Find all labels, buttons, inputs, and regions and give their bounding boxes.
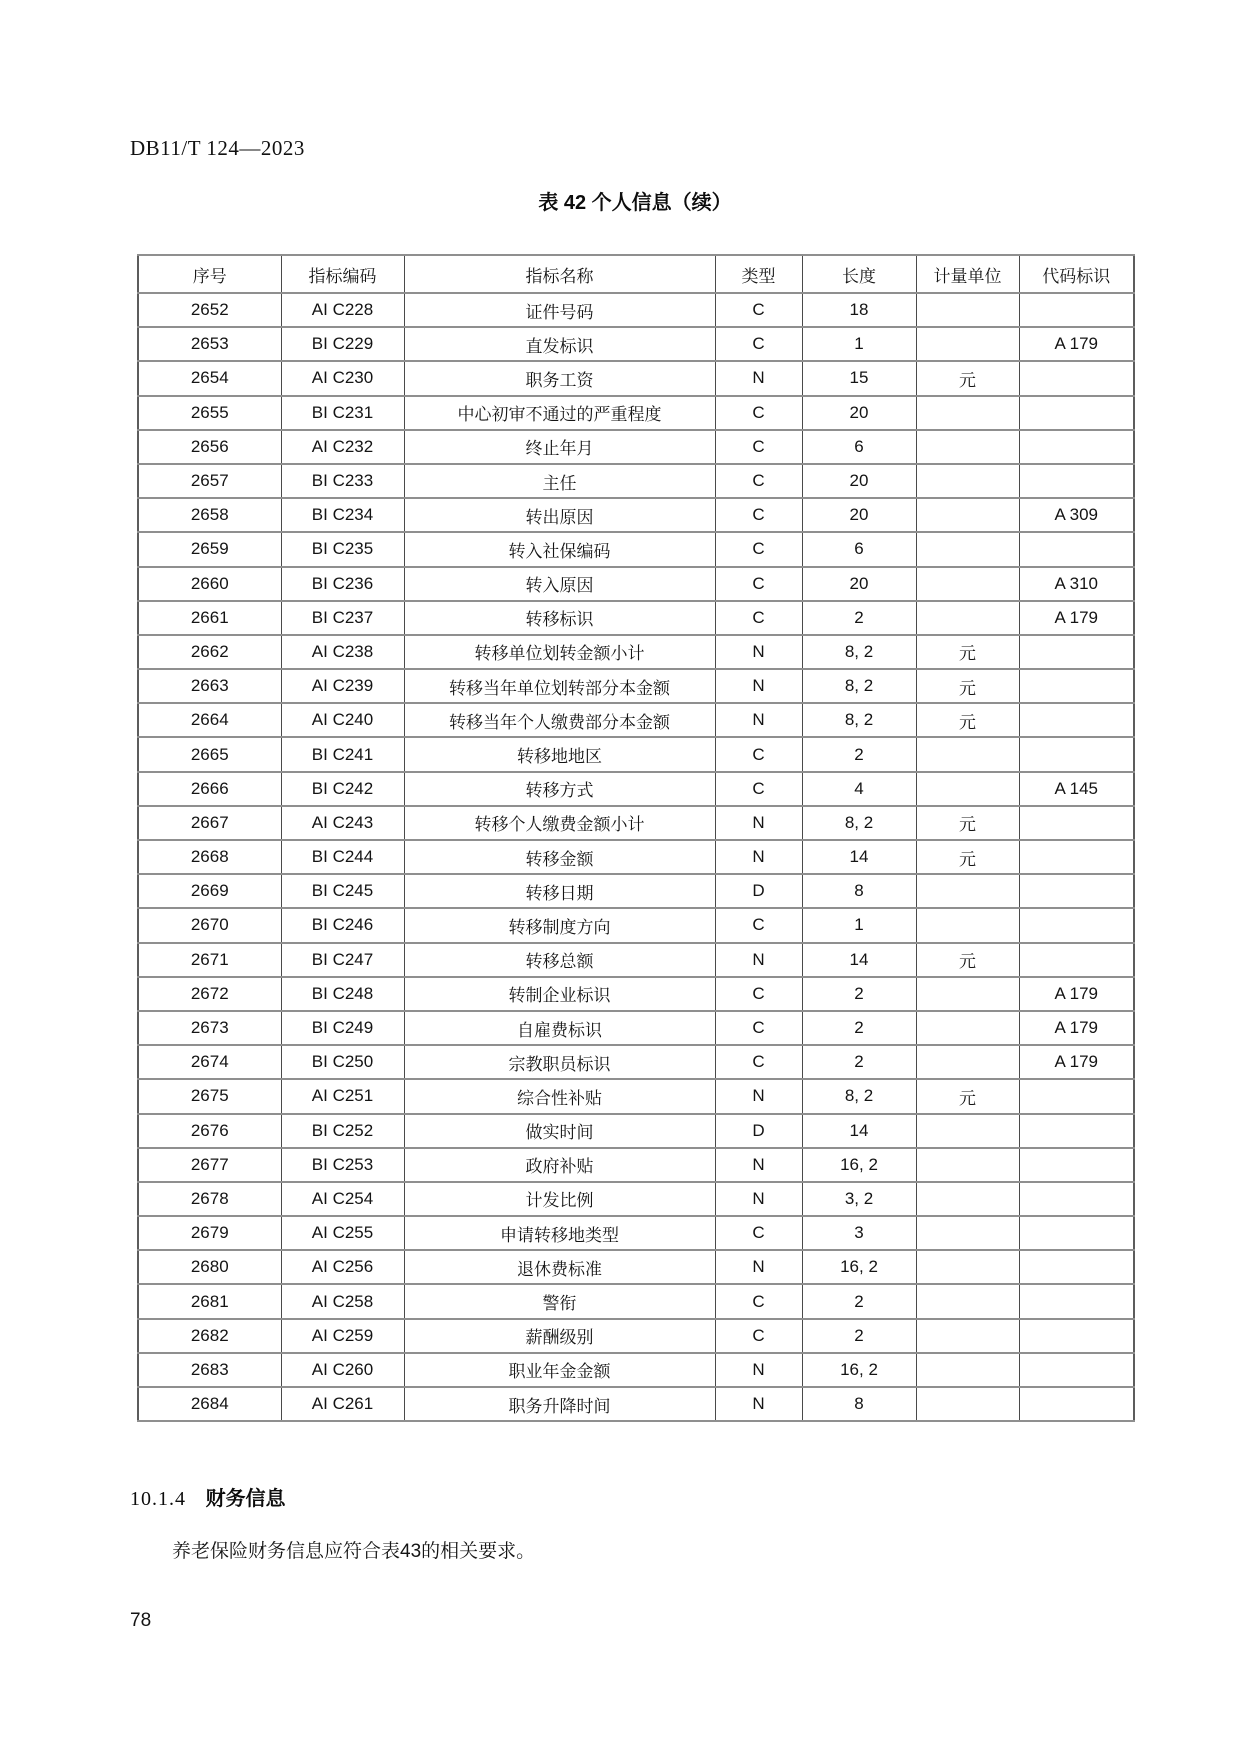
cell-unit	[916, 567, 1019, 601]
column-header-code: 指标编码	[281, 255, 404, 293]
cell-length: 8, 2	[802, 635, 916, 669]
section-number: 10.1.4	[130, 1488, 186, 1510]
cell-name: 自雇费标识	[404, 1011, 715, 1045]
cell-unit	[916, 772, 1019, 806]
cell-unit	[916, 498, 1019, 532]
table-row	[138, 1284, 1134, 1318]
cell-type: C	[715, 430, 802, 464]
cell-code: AI C228	[281, 293, 404, 327]
cell-length: 8, 2	[802, 669, 916, 703]
cell-type: N	[715, 1079, 802, 1113]
table-header-row	[138, 255, 1134, 293]
cell-code: BI C244	[281, 840, 404, 874]
cell-type: N	[715, 943, 802, 977]
cell-serial: 2659	[138, 532, 281, 566]
cell-length: 8	[802, 874, 916, 908]
cell-serial: 2676	[138, 1114, 281, 1148]
document-standard-code: DB11/T 124—2023	[130, 136, 305, 160]
table-row	[138, 772, 1134, 806]
cell-type: N	[715, 1250, 802, 1284]
cell-unit	[916, 1319, 1019, 1353]
column-header-unit: 计量单位	[916, 255, 1019, 293]
cell-unit	[916, 1148, 1019, 1182]
cell-serial: 2678	[138, 1182, 281, 1216]
cell-serial: 2657	[138, 464, 281, 498]
cell-length: 20	[802, 498, 916, 532]
cell-code: BI C229	[281, 327, 404, 361]
table-row	[138, 1319, 1134, 1353]
section-title: 财务信息	[205, 1488, 286, 1510]
cell-length: 16, 2	[802, 1353, 916, 1387]
table-row	[138, 396, 1134, 430]
cell-type: C	[715, 1319, 802, 1353]
cell-serial: 2661	[138, 601, 281, 635]
cell-serial: 2660	[138, 567, 281, 601]
cell-name: 转移单位划转金额小计	[404, 635, 715, 669]
cell-code-id	[1019, 430, 1134, 464]
cell-type: C	[715, 772, 802, 806]
cell-code: BI C235	[281, 532, 404, 566]
cell-name: 直发标识	[404, 327, 715, 361]
cell-code: BI C250	[281, 1045, 404, 1079]
cell-length: 2	[802, 601, 916, 635]
cell-code: BI C241	[281, 737, 404, 771]
cell-code: BI C234	[281, 498, 404, 532]
cell-name: 薪酬级别	[404, 1319, 715, 1353]
cell-code: AI C240	[281, 703, 404, 737]
cell-serial: 2663	[138, 669, 281, 703]
cell-type: C	[715, 1045, 802, 1079]
cell-code-id	[1019, 908, 1134, 942]
column-header-serial: 序号	[138, 255, 281, 293]
table-row	[138, 1045, 1134, 1079]
cell-code: AI C243	[281, 806, 404, 840]
table-row	[138, 1114, 1134, 1148]
cell-serial: 2653	[138, 327, 281, 361]
cell-serial: 2674	[138, 1045, 281, 1079]
table-row	[138, 806, 1134, 840]
cell-unit	[916, 1216, 1019, 1250]
table-row	[138, 908, 1134, 942]
cell-name: 转移个人缴费金额小计	[404, 806, 715, 840]
cell-serial: 2681	[138, 1284, 281, 1318]
column-header-type: 类型	[715, 255, 802, 293]
cell-code-id: A 179	[1019, 601, 1134, 635]
cell-type: N	[715, 361, 802, 395]
cell-unit	[916, 1045, 1019, 1079]
cell-serial: 2655	[138, 396, 281, 430]
table-row	[138, 498, 1134, 532]
cell-code-id	[1019, 635, 1134, 669]
cell-code: BI C247	[281, 943, 404, 977]
cell-code-id	[1019, 669, 1134, 703]
cell-serial: 2658	[138, 498, 281, 532]
table-row	[138, 737, 1134, 771]
cell-type: N	[715, 635, 802, 669]
cell-serial: 2671	[138, 943, 281, 977]
cell-unit	[916, 1284, 1019, 1318]
cell-serial: 2675	[138, 1079, 281, 1113]
cell-code-id	[1019, 1387, 1134, 1421]
cell-type: C	[715, 1216, 802, 1250]
cell-unit	[916, 430, 1019, 464]
cell-serial: 2665	[138, 737, 281, 771]
cell-type: C	[715, 327, 802, 361]
cell-type: N	[715, 1182, 802, 1216]
cell-type: N	[715, 1353, 802, 1387]
cell-code-id	[1019, 396, 1134, 430]
cell-type: N	[715, 1148, 802, 1182]
cell-length: 3	[802, 1216, 916, 1250]
table-row	[138, 1148, 1134, 1182]
table-row	[138, 669, 1134, 703]
cell-code: BI C253	[281, 1148, 404, 1182]
cell-name: 证件号码	[404, 293, 715, 327]
cell-code-id	[1019, 1114, 1134, 1148]
table-row	[138, 840, 1134, 874]
cell-type: D	[715, 1114, 802, 1148]
cell-type: N	[715, 703, 802, 737]
cell-code-id	[1019, 1216, 1134, 1250]
cell-code-id: A 179	[1019, 977, 1134, 1011]
table-row	[138, 567, 1134, 601]
cell-name: 转移金额	[404, 840, 715, 874]
cell-code: AI C261	[281, 1387, 404, 1421]
cell-code-id	[1019, 943, 1134, 977]
cell-name: 转移日期	[404, 874, 715, 908]
page-number: 78	[130, 1610, 152, 1631]
cell-serial: 2672	[138, 977, 281, 1011]
cell-name: 转出原因	[404, 498, 715, 532]
cell-type: C	[715, 908, 802, 942]
cell-name: 转移当年个人缴费部分本金额	[404, 703, 715, 737]
table-row	[138, 977, 1134, 1011]
cell-serial: 2662	[138, 635, 281, 669]
cell-length: 16, 2	[802, 1250, 916, 1284]
cell-unit	[916, 464, 1019, 498]
cell-serial: 2677	[138, 1148, 281, 1182]
cell-length: 8, 2	[802, 1079, 916, 1113]
cell-code-id: A 179	[1019, 327, 1134, 361]
cell-name: 转移标识	[404, 601, 715, 635]
cell-type: C	[715, 498, 802, 532]
cell-code-id	[1019, 874, 1134, 908]
cell-length: 1	[802, 908, 916, 942]
table-row	[138, 430, 1134, 464]
section-heading	[130, 1482, 286, 1511]
cell-code-id: A 310	[1019, 567, 1134, 601]
cell-code-id	[1019, 1353, 1134, 1387]
cell-unit	[916, 908, 1019, 942]
personal-info-table	[137, 254, 1135, 1422]
cell-unit	[916, 1011, 1019, 1045]
cell-unit	[916, 1114, 1019, 1148]
cell-code-id	[1019, 293, 1134, 327]
cell-unit	[916, 1182, 1019, 1216]
cell-unit	[916, 327, 1019, 361]
cell-serial: 2664	[138, 703, 281, 737]
cell-type: C	[715, 977, 802, 1011]
cell-name: 转移地地区	[404, 737, 715, 771]
cell-code: BI C246	[281, 908, 404, 942]
cell-length: 2	[802, 737, 916, 771]
cell-code: AI C256	[281, 1250, 404, 1284]
cell-length: 2	[802, 977, 916, 1011]
table-row	[138, 1353, 1134, 1387]
cell-type: N	[715, 1387, 802, 1421]
cell-code-id	[1019, 840, 1134, 874]
table-title: 表 42 个人信息（续）	[538, 192, 732, 214]
cell-length: 18	[802, 293, 916, 327]
cell-code-id	[1019, 1319, 1134, 1353]
cell-length: 4	[802, 772, 916, 806]
cell-length: 6	[802, 430, 916, 464]
cell-type: N	[715, 840, 802, 874]
cell-code: BI C242	[281, 772, 404, 806]
cell-name: 中心初审不通过的严重程度	[404, 396, 715, 430]
cell-name: 转制企业标识	[404, 977, 715, 1011]
cell-length: 2	[802, 1319, 916, 1353]
cell-code: BI C248	[281, 977, 404, 1011]
table-row	[138, 1011, 1134, 1045]
table-row	[138, 1182, 1134, 1216]
cell-unit	[916, 601, 1019, 635]
cell-length: 2	[802, 1011, 916, 1045]
cell-code-id: A 179	[1019, 1045, 1134, 1079]
cell-unit: 元	[916, 840, 1019, 874]
cell-unit	[916, 1353, 1019, 1387]
cell-length: 2	[802, 1045, 916, 1079]
cell-code: BI C249	[281, 1011, 404, 1045]
cell-code: AI C238	[281, 635, 404, 669]
cell-type: N	[715, 669, 802, 703]
cell-unit: 元	[916, 635, 1019, 669]
cell-code: BI C237	[281, 601, 404, 635]
cell-unit	[916, 874, 1019, 908]
cell-serial: 2680	[138, 1250, 281, 1284]
cell-length: 20	[802, 464, 916, 498]
cell-unit	[916, 1387, 1019, 1421]
cell-name: 转入原因	[404, 567, 715, 601]
cell-type: C	[715, 1011, 802, 1045]
cell-length: 15	[802, 361, 916, 395]
column-header-name: 指标名称	[404, 255, 715, 293]
cell-name: 申请转移地类型	[404, 1216, 715, 1250]
cell-name: 转移制度方向	[404, 908, 715, 942]
cell-type: C	[715, 293, 802, 327]
cell-unit: 元	[916, 703, 1019, 737]
cell-type: C	[715, 567, 802, 601]
cell-code: AI C251	[281, 1079, 404, 1113]
cell-code: BI C233	[281, 464, 404, 498]
cell-serial: 2683	[138, 1353, 281, 1387]
cell-type: C	[715, 1284, 802, 1318]
cell-name: 退休费标准	[404, 1250, 715, 1284]
cell-code: AI C255	[281, 1216, 404, 1250]
cell-type: N	[715, 806, 802, 840]
cell-code: BI C236	[281, 567, 404, 601]
cell-code-id: A 179	[1019, 1011, 1134, 1045]
cell-serial: 2679	[138, 1216, 281, 1250]
cell-length: 14	[802, 943, 916, 977]
table-row	[138, 635, 1134, 669]
column-header-code-id: 代码标识	[1019, 255, 1134, 293]
table-row	[138, 532, 1134, 566]
cell-unit	[916, 1250, 1019, 1284]
cell-unit: 元	[916, 943, 1019, 977]
cell-name: 终止年月	[404, 430, 715, 464]
cell-serial: 2668	[138, 840, 281, 874]
cell-code: AI C254	[281, 1182, 404, 1216]
table-row	[138, 601, 1134, 635]
cell-code: AI C239	[281, 669, 404, 703]
cell-unit: 元	[916, 806, 1019, 840]
cell-unit	[916, 396, 1019, 430]
cell-code-id: A 145	[1019, 772, 1134, 806]
cell-serial: 2673	[138, 1011, 281, 1045]
cell-type: C	[715, 396, 802, 430]
cell-serial: 2669	[138, 874, 281, 908]
cell-code: AI C258	[281, 1284, 404, 1318]
cell-name: 转入社保编码	[404, 532, 715, 566]
cell-length: 8, 2	[802, 703, 916, 737]
cell-name: 做实时间	[404, 1114, 715, 1148]
cell-name: 主任	[404, 464, 715, 498]
cell-code-id	[1019, 361, 1134, 395]
cell-length: 3, 2	[802, 1182, 916, 1216]
cell-unit: 元	[916, 361, 1019, 395]
cell-name: 政府补贴	[404, 1148, 715, 1182]
table-row	[138, 361, 1134, 395]
column-header-length: 长度	[802, 255, 916, 293]
cell-type: C	[715, 601, 802, 635]
cell-name: 职务升降时间	[404, 1387, 715, 1421]
cell-code: AI C259	[281, 1319, 404, 1353]
cell-length: 16, 2	[802, 1148, 916, 1182]
cell-code: AI C232	[281, 430, 404, 464]
cell-serial: 2654	[138, 361, 281, 395]
cell-code-id	[1019, 1148, 1134, 1182]
table-row	[138, 1079, 1134, 1113]
cell-unit	[916, 977, 1019, 1011]
cell-code-id	[1019, 806, 1134, 840]
cell-code-id	[1019, 1079, 1134, 1113]
cell-type: D	[715, 874, 802, 908]
cell-length: 14	[802, 840, 916, 874]
table-body	[138, 293, 1134, 1421]
table-row	[138, 874, 1134, 908]
cell-name: 职业年金金额	[404, 1353, 715, 1387]
cell-unit: 元	[916, 669, 1019, 703]
cell-length: 8	[802, 1387, 916, 1421]
table-row	[138, 1250, 1134, 1284]
cell-code-id	[1019, 464, 1134, 498]
cell-unit: 元	[916, 1079, 1019, 1113]
cell-code-id	[1019, 532, 1134, 566]
table-row	[138, 703, 1134, 737]
cell-name: 职务工资	[404, 361, 715, 395]
table-row	[138, 1216, 1134, 1250]
cell-code: BI C252	[281, 1114, 404, 1148]
cell-length: 2	[802, 1284, 916, 1318]
cell-code-id	[1019, 737, 1134, 771]
cell-unit	[916, 293, 1019, 327]
cell-unit	[916, 737, 1019, 771]
cell-type: C	[715, 532, 802, 566]
cell-name: 转移方式	[404, 772, 715, 806]
cell-name: 计发比例	[404, 1182, 715, 1216]
cell-serial: 2656	[138, 430, 281, 464]
cell-length: 8, 2	[802, 806, 916, 840]
cell-type: C	[715, 737, 802, 771]
cell-code-id	[1019, 1182, 1134, 1216]
table-row	[138, 464, 1134, 498]
table-row	[138, 1387, 1134, 1421]
cell-code: AI C260	[281, 1353, 404, 1387]
cell-unit	[916, 532, 1019, 566]
cell-code: AI C230	[281, 361, 404, 395]
cell-length: 20	[802, 567, 916, 601]
cell-code: BI C245	[281, 874, 404, 908]
cell-code-id	[1019, 1284, 1134, 1318]
cell-serial: 2670	[138, 908, 281, 942]
cell-serial: 2667	[138, 806, 281, 840]
cell-code: BI C231	[281, 396, 404, 430]
cell-type: C	[715, 464, 802, 498]
cell-code-id	[1019, 1250, 1134, 1284]
table-row	[138, 327, 1134, 361]
cell-name: 宗教职员标识	[404, 1045, 715, 1079]
cell-serial: 2682	[138, 1319, 281, 1353]
cell-length: 14	[802, 1114, 916, 1148]
table-row	[138, 293, 1134, 327]
cell-serial: 2652	[138, 293, 281, 327]
cell-name: 转移当年单位划转部分本金额	[404, 669, 715, 703]
cell-code-id: A 309	[1019, 498, 1134, 532]
cell-length: 20	[802, 396, 916, 430]
cell-length: 1	[802, 327, 916, 361]
cell-name: 转移总额	[404, 943, 715, 977]
cell-name: 综合性补贴	[404, 1079, 715, 1113]
cell-length: 6	[802, 532, 916, 566]
cell-serial: 2666	[138, 772, 281, 806]
cell-serial: 2684	[138, 1387, 281, 1421]
cell-name: 警衔	[404, 1284, 715, 1318]
table-row	[138, 943, 1134, 977]
cell-code-id	[1019, 703, 1134, 737]
section-paragraph: 养老保险财务信息应符合表43的相关要求。	[172, 1541, 536, 1562]
